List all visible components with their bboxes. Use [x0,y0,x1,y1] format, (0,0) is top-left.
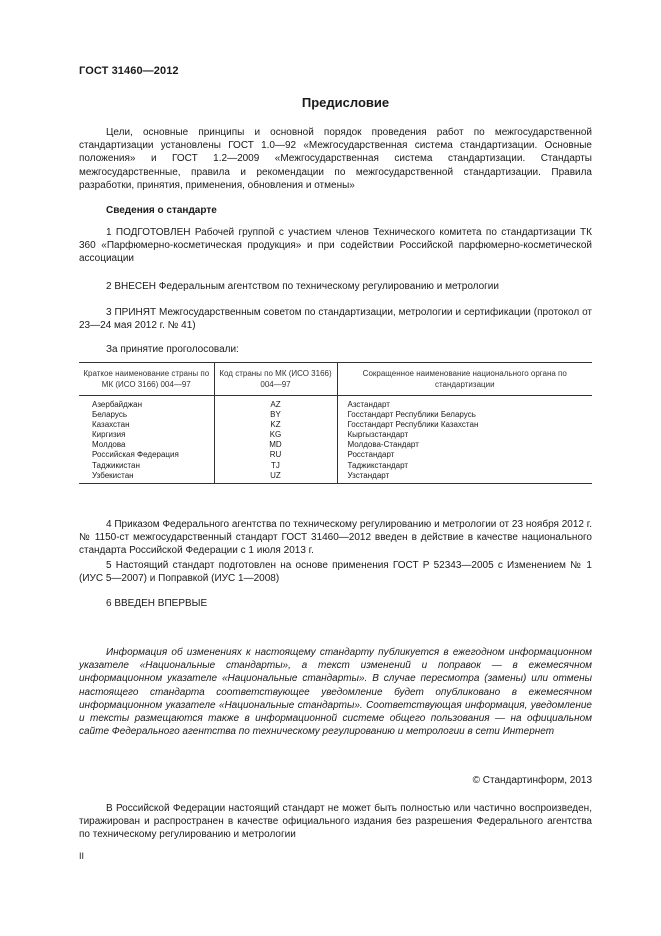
item-5-paragraph: 5 Настоящий стандарт подготовлен на основе применения ГОСТ Р 52343—2005 с Изменением № 1 (ИУС 5—2007) и Поправкой (ИУС 1—2008) [79,560,592,585]
cell-body: Госстандарт Республики Беларусь [337,410,592,420]
column-header-code: Код страны по МК (ИСО 3166) 004—97 [214,363,337,396]
voting-countries-table [79,362,592,484]
table-row [79,461,592,471]
cell-country: Молдова [92,440,126,450]
table-header-row [79,363,592,396]
item-2-paragraph: 2 ВНЕСЕН Федеральным агентством по техническому регулированию и метрологии [106,281,499,292]
cell-code: TJ [214,461,337,471]
table-row [79,396,592,411]
info-heading: Сведения о стандарте [106,205,217,216]
table-row [79,420,592,430]
table-row [79,471,592,484]
column-header-body: Сокращенное наименование национального органа по стандартизации [337,363,592,396]
item-4-paragraph: 4 Приказом Федерального агентства по техническому регулированию и метрологии от 23 ноября 2012 г. № 1150-ст межгосударственный стандарт ГОСТ 31460—2012 введен в действие в качестве национального стандарта Российской Федерации с 1 июля 2013 г. [79,519,592,557]
table-row [79,450,592,460]
column-header-country: Краткое наименование страны по МК (ИСО 3166) 004—97 [79,363,214,396]
copyright-notice: © Стандартинформ, 2013 [472,775,592,786]
item-3-paragraph: 3 ПРИНЯТ Межгосударственным советом по стандартизации, метрологии и сертификации (протокол от 23—24 мая 2012 г. № 41) [79,307,592,332]
item-1-paragraph: 1 ПОДГОТОВЛЕН Рабочей группой с участием членов Технического комитета по стандартизации ТК 360 «Парфюмерно-косметическая продукция» и при содействии Российской парфюмерно-косметической ассоциации [79,227,592,265]
cell-body: Узстандарт [337,471,592,484]
cell-country: Российская Федерация [92,450,179,460]
cell-code: MD [214,440,337,450]
cell-country: Азербайджан [92,400,143,409]
item-6-paragraph: 6 ВВЕДЕН ВПЕРВЫЕ [106,598,208,609]
cell-code: RU [214,450,337,460]
cell-body: Росстандарт [337,450,592,460]
cell-country: Казахстан [92,420,130,430]
table-row [79,440,592,450]
cell-code: AZ [214,396,337,411]
reproduction-notice: В Российской Федерации настоящий стандарт не может быть полностью или частично воспроизведен, тиражирован и распространен в качестве официального издания без разрешения Федерального агентства по техническому регулированию и метрологии [79,803,592,841]
cell-code: BY [214,410,337,420]
cell-country: Беларусь [92,410,127,420]
cell-body: Молдова-Стандарт [337,440,592,450]
document-id-header: ГОСТ 31460—2012 [79,65,179,77]
vote-label: За принятие проголосовали: [106,344,239,355]
cell-body: Госстандарт Республики Казахстан [337,420,592,430]
table-row [79,410,592,420]
page-title: Предисловие [301,95,390,110]
cell-code: KG [214,430,337,440]
cell-body: Таджикстандарт [337,461,592,471]
intro-paragraph: Цели, основные принципы и основной порядок проведения работ по межгосударственной стандартизации установлены ГОСТ 1.0—92 «Межгосударственная система стандартизации. Основные положения» и ГОСТ 1.2—2009 «Межгосударственная система стандартизации. Стандарты межгосударственные, правила и рекомендации по межгосударственной стандартизации. Правила разработки, принятия, применения, обновления и отмены» [79,127,592,191]
cell-body: Азстандарт [337,396,592,411]
table-row [79,430,592,440]
cell-code: KZ [214,420,337,430]
changes-info-paragraph: Информация об изменениях к настоящему стандарту публикуется в ежегодном информационном указателе «Национальные стандарты», а текст изменений и поправок — в ежемесячном информационном указателе «Национальные стандарты». В случае пересмотра (замены) или отмены настоящего стандарта соответствующее уведомление будет опубликовано в ежемесячном информационном указателе «Национальные стандарты». Соответствующая информация, уведомление и тексты размещаются также в информационной системе общего пользования — на официальном сайте Федерального агентства по техническому регулированию и метрологии в сети Интернет [79,647,592,738]
cell-body: Кыргызстандарт [337,430,592,440]
cell-country: Узбекистан [79,471,214,484]
page-number: II [79,851,85,861]
cell-country: Киргизия [92,430,126,440]
cell-country: Таджикистан [92,460,140,470]
cell-code: UZ [214,471,337,484]
